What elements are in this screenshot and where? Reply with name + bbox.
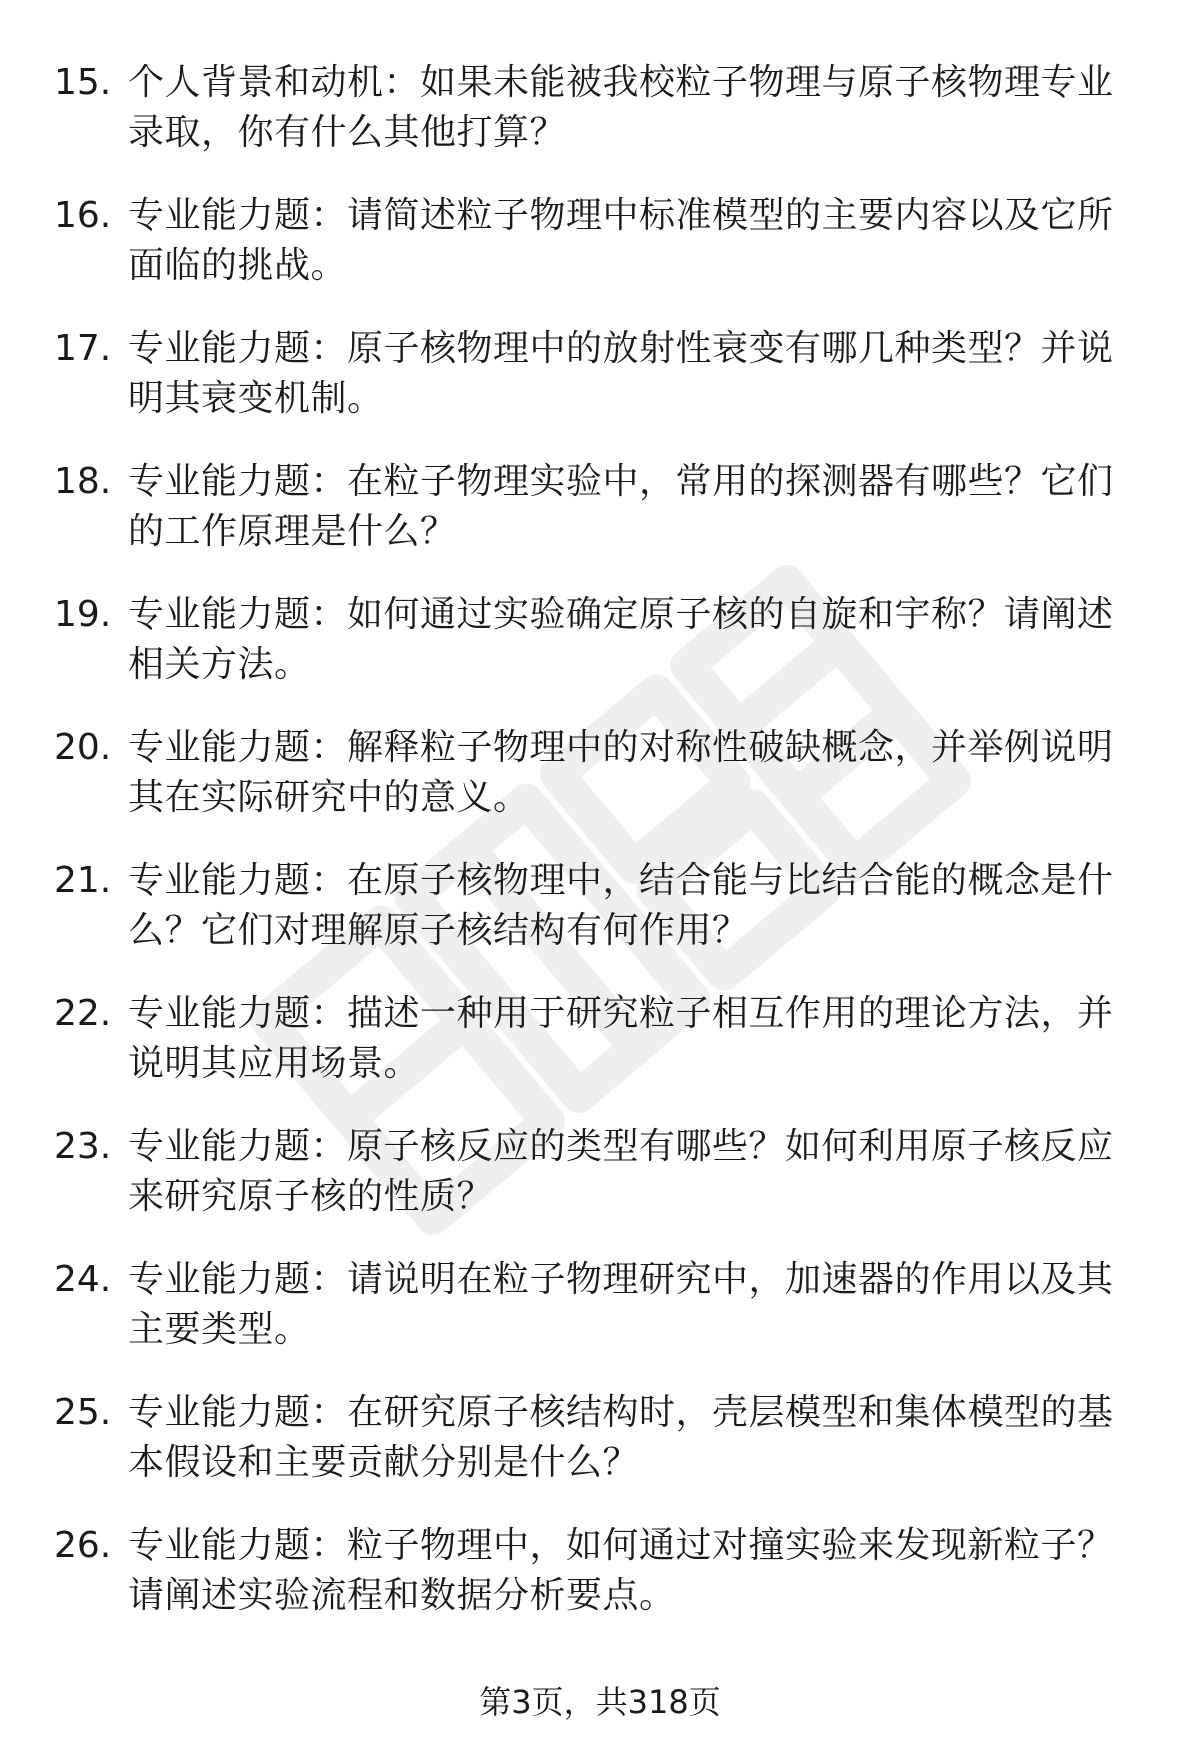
list-item (0, 856, 1200, 955)
question-number: 26. (54, 1525, 112, 1566)
question-number: 18. (54, 461, 112, 502)
question-number: 19. (54, 594, 112, 635)
question-text: 专业能力题：原子核反应的类型有哪些？如何利用原子核反应来研究原子核的性质？ (128, 1126, 1114, 1217)
list-item (0, 1255, 1200, 1354)
page-footer (0, 1680, 1200, 1724)
question-text: 专业能力题：描述一种用于研究粒子相互作用的理论方法，并说明其应用场景。 (128, 993, 1114, 1084)
question-list (0, 58, 1200, 1654)
question-number: 16. (54, 195, 112, 236)
question-number: 20. (54, 727, 112, 768)
question-text: 专业能力题：在粒子物理实验中，常用的探测器有哪些？它们的工作原理是什么？ (128, 461, 1114, 552)
list-item (0, 191, 1200, 290)
question-text: 专业能力题：原子核物理中的放射性衰变有哪几种类型？并说明其衰变机制。 (128, 328, 1114, 419)
list-item (0, 324, 1200, 423)
question-text: 专业能力题：请简述粒子物理中标准模型的主要内容以及它所面临的挑战。 (128, 195, 1114, 286)
list-item (0, 1521, 1200, 1620)
question-number: 22. (54, 993, 112, 1034)
question-text: 专业能力题：解释粒子物理中的对称性破缺概念，并举例说明其在实际研究中的意义。 (128, 727, 1114, 818)
question-number: 21. (54, 860, 112, 901)
list-item (0, 1122, 1200, 1221)
question-number: 23. (54, 1126, 112, 1167)
question-number: 15. (54, 62, 112, 103)
question-text: 专业能力题：在研究原子核结构时，壳层模型和集体模型的基本假设和主要贡献分别是什么？ (128, 1392, 1114, 1483)
list-item (0, 457, 1200, 556)
question-number: 17. (54, 328, 112, 369)
list-item (0, 590, 1200, 689)
list-item (0, 723, 1200, 822)
question-text: 专业能力题：请说明在粒子物理研究中，加速器的作用以及其主要类型。 (128, 1259, 1114, 1350)
list-item (0, 1388, 1200, 1487)
question-text: 个人背景和动机：如果未能被我校粒子物理与原子核物理专业录取，你有什么其他打算？ (128, 62, 1114, 153)
question-text: 专业能力题：粒子物理中，如何通过对撞实验来发现新粒子？请阐述实验流程和数据分析要点。 (128, 1525, 1114, 1616)
question-number: 25. (54, 1392, 112, 1433)
question-text: 专业能力题：在原子核物理中，结合能与比结合能的概念是什么？它们对理解原子核结构有何作用？ (128, 860, 1114, 951)
question-text: 专业能力题：如何通过实验确定原子核的自旋和宇称？请阐述相关方法。 (128, 594, 1114, 685)
list-item (0, 989, 1200, 1088)
list-item (0, 58, 1200, 157)
question-number: 24. (54, 1259, 112, 1300)
page-indicator: 第3页，共318页 (479, 1683, 721, 1721)
